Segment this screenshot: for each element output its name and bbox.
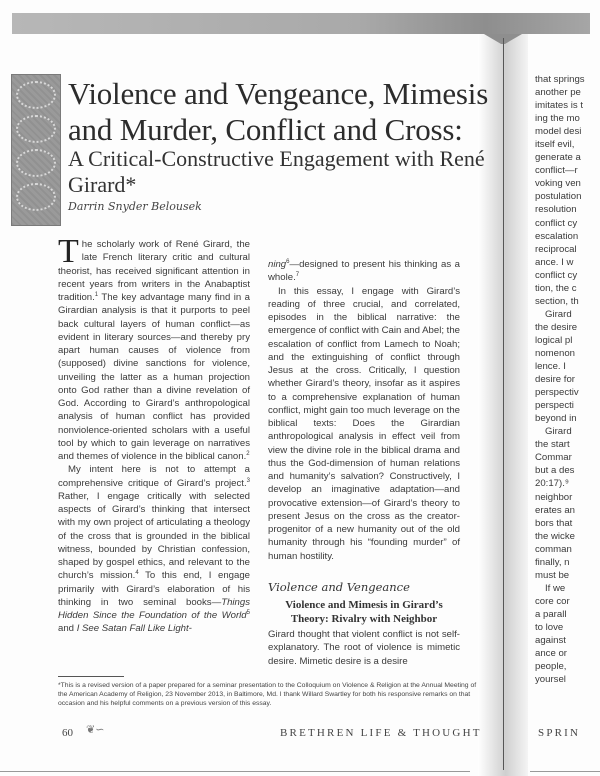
paragraph: In this essay, I engage with Girard’s reading of three crucial, and correlated, episodes in the biblical narrative: the emergence of conflict with Cain and Abel; the escalation of conflict from Lamech to Noah; and the extinguishing of conflict through Jesus at the cross. Critically, I question whether Girard’s theory, insofar as it aspires to a comprehensive explanation of human conflict, might gain too much leverage on the biblical texts: Does the Girardian anthropological analysis in effect veil from view the divine role in the biblical drama and thus the God-dimension of human relations and humanity’s salvation? Constructively, I develop an imaginative adaptation—and provocative extension—of Girard’s theory to present Jesus on the cross as the creator-progenitor of a new humanity out of the old humanity through his “founding murder” of human hostility. (268, 285, 460, 562)
text-line: perspectiv (535, 387, 579, 399)
text-line: escalation (535, 230, 579, 242)
footnote-ref: 5 (246, 609, 250, 616)
swirl-ornament-icon (16, 115, 56, 143)
text-line: ance or (535, 648, 567, 660)
text-column-middle (268, 258, 460, 668)
text-line: finally, n (535, 556, 570, 568)
book-title: Things Hidden Since the Foundation of the World (58, 596, 250, 621)
text-line: Girard (545, 308, 572, 320)
footnote-ref: 7 (295, 272, 300, 279)
paragraph: ning$^6$—designed to present his thinking as a whole.$^7$ (268, 258, 460, 284)
text-column-right-page (535, 73, 600, 686)
decorative-texture-block (11, 74, 61, 226)
text-line: section, th (535, 295, 579, 307)
running-footer: BRETHREN LIFE & THOUGHT (280, 727, 482, 739)
text-line: conflict cy (535, 217, 578, 229)
text-line: the desire (535, 321, 578, 333)
text-line: tion, the c (535, 282, 577, 294)
paragraph: My intent here is not to attempt a comprehensive critique of Girard’s project.$^3$ Rather, I engage critically with selected aspects of Girard’s thinking that intersect with my own project of articulating a theology of the cross that is grounded in the biblical witness, bounded by Christian confession, shaped by gospel ethics, and relevant to the church’s mission.$^4$ To this end, I engage primarily with Girard’s elaboration of his thinking in two seminal books—Things Hidden Since the Foundation of the World$^5$ and I See Satan Fall Like Light- (58, 464, 250, 635)
text-line: a parall (535, 608, 567, 620)
article-author: Darrin Snyder Belousek (68, 200, 202, 213)
text-line: the start (535, 439, 570, 451)
paragraph: The scholarly work of René Girard, the late French literary critic and cultural theorist, has received significant attention in recent years from writers in the Anabaptist tradition.$^1$ The key advantage many find in a Girardian analysis is that it purports to peel back cultural layers of human conflict—as evident in literary sources—and thereby pry apart human causes of violence from (supposed) divine sanctions for violence, unveiling the latter as a human projection onto God rather than a divine revelation of God. According to Girard’s anthropological analysis of human conflict has provided nonviolence-oriented scholars with a useful tool by which to gain leverage on narratives and themes of violence in the biblical canon.$^2$ (58, 233, 250, 462)
page-number: 60 (62, 727, 73, 739)
text-line: ing the mo (535, 113, 580, 125)
article-subtitle: A Critical-Constructive Engagement with René Girard* (68, 146, 485, 197)
text-line: ance. I w (535, 256, 574, 268)
text-line: people, (535, 661, 567, 673)
text-line: yoursel (535, 674, 566, 686)
text-line: against (535, 635, 566, 647)
footnote: *This is a revised version of a paper prepared for a seminar presentation to the Colloquium on Violence & Religion at the Annual Meeting of the American Academy of Religion, 23 November 2013, in Baltimore, Md. I thank Willard Swartley for both his responsive remarks on that occasion and his helpful comments on a previous version of this essay. (58, 682, 477, 707)
text-line: the wicke (535, 530, 575, 542)
text-line: postulation (535, 191, 582, 203)
text-line: beyond in (535, 413, 577, 425)
text-line: model desi (535, 126, 582, 138)
text-line: lence. I (535, 361, 566, 373)
text-line: bors that (535, 517, 573, 529)
text-line: core cor (535, 595, 570, 607)
footnote-ref: 1 (94, 291, 99, 298)
page-edge (0, 771, 470, 772)
text-line: neighbor (535, 491, 573, 503)
footnote-rule (58, 676, 124, 677)
book-title: I See Satan Fall Like Light- (76, 623, 192, 635)
text-line: generate a (535, 152, 581, 164)
text-line: conflict cy (535, 269, 578, 281)
text-line: that springs (535, 74, 585, 85)
text-line: reciprocal (535, 243, 577, 255)
page-edge-right (530, 771, 600, 772)
footnote-ref: 3 (246, 477, 250, 484)
text-line: logical pl (535, 334, 573, 346)
footnote-ref: 6 (286, 258, 290, 265)
text-line: itself evil, (535, 139, 575, 151)
text-column-left (58, 233, 250, 636)
flourish-ornament-icon: ❦∽ (86, 723, 105, 736)
text-line: nomenon (535, 347, 576, 359)
swirl-ornament-icon (16, 149, 56, 177)
text-line: imitates is t (535, 100, 583, 112)
swirl-ornament-icon (16, 81, 56, 109)
text-line: must be (535, 569, 570, 581)
text-line: Girard (545, 426, 572, 438)
text-line: desire for (535, 374, 575, 386)
section-heading: Violence and Vengeance (268, 579, 410, 594)
text-line: conflict—r (535, 165, 578, 177)
swirl-ornament-icon (16, 183, 56, 211)
text-line: comman (535, 543, 572, 555)
text-line: erates an (535, 504, 576, 516)
text-line: perspecti (535, 400, 574, 412)
drop-cap: T (58, 233, 79, 270)
text-line: 20:17).⁹ (535, 478, 569, 490)
subsection-heading: Violence and Mimesis in Girard’s Theory: Rivalry with Neighbor (285, 599, 443, 625)
article-title: Violence and Vengeance, Mimesis and Murder, Conflict and Cross: (68, 76, 489, 147)
footnote-ref: 2 (246, 450, 250, 457)
text-line: but a des (535, 465, 575, 477)
text-line: resolution (535, 204, 577, 216)
running-footer-right: SPRIN (538, 727, 581, 739)
scan-top-band (12, 13, 590, 34)
paragraph: Girard thought that violent conflict is not self-explanatory. The root of violence is mimetic desire. Mimetic desire is a desire (268, 629, 460, 667)
text-line: If we (545, 582, 566, 594)
text-line: to love (535, 621, 564, 633)
text-line: another pe (535, 87, 581, 99)
text-line: Commar (535, 452, 572, 464)
text-line: voking ven (535, 178, 581, 190)
footnote-ref: 4 (135, 570, 139, 577)
